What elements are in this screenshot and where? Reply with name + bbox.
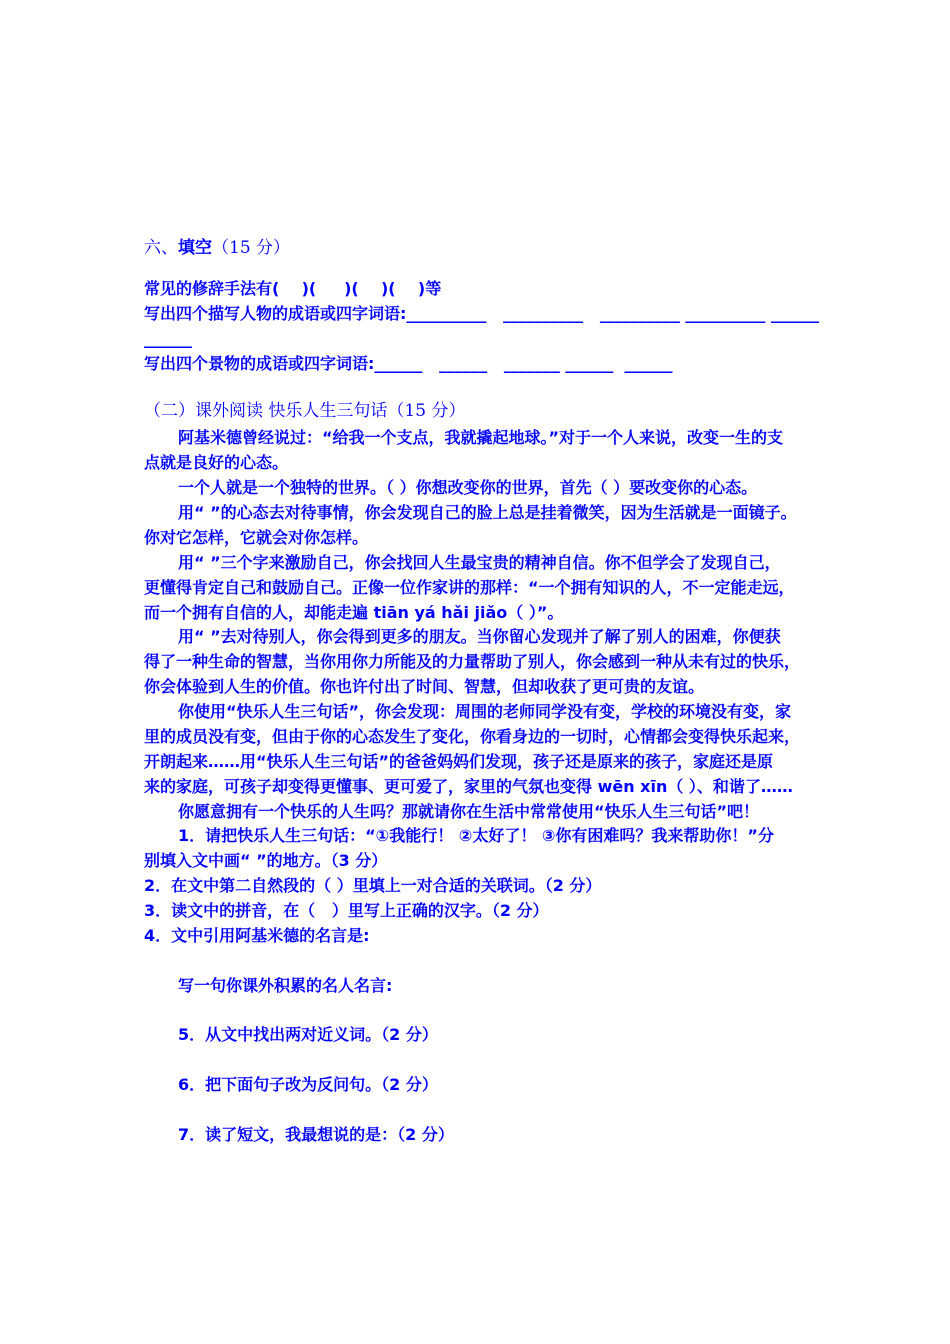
passage-line: 开朗起来……用“快乐人生三句话”的爸爸妈妈们发现，孩子还是原来的孩子，家庭还是原	[144, 752, 774, 771]
question-5: 5．从文中找出两对近义词。（2 分）	[178, 1025, 438, 1044]
person-idioms-continuation: ______	[144, 329, 192, 348]
passage-line: 用“ ”三个字来激励自己，你会找回人生最宝贵的精神自信。你不但学会了发现自己，	[178, 553, 781, 572]
question-4: 4．文中引用阿基米德的名言是:	[144, 926, 370, 945]
passage-line: 更懂得肯定自己和鼓励自己。正像一位作家讲的那样：“一个拥有知识的人，不一定能走远，	[144, 578, 795, 597]
scenery-idioms-question: 写出四个景物的成语或四字词语:______ ______ _______ ______ ______	[144, 354, 673, 373]
rhetoric-question: 常见的修辞手法有( )( )( )( )等	[144, 279, 442, 298]
question-7: 7．读了短文，我最想说的是：（2 分）	[178, 1125, 454, 1144]
question-2: 2．在文中第二自然段的（ ）里填上一对合适的关联词。（2 分）	[144, 876, 602, 895]
question-6: 6．把下面句子改为反问句。（2 分）	[178, 1075, 438, 1094]
section-six-title	[144, 236, 824, 261]
question-1-continuation: 别填入文中画“ ”的地方。（3 分）	[144, 851, 388, 870]
question-3: 3．读文中的拼音，在（ ）里写上正确的汉字。（2 分）	[144, 901, 549, 920]
passage-line: 得了一种生命的智慧，当你用你力所能及的力量帮助了别人，你会感到一种从未有过的快乐，	[144, 652, 801, 671]
passage-line: 用“ ”去对待别人，你会得到更多的朋友。当你留心发现并了解了别人的困难，你便获	[178, 627, 781, 646]
passage-line: 而一个拥有自信的人，却能走遍 tiān yá hǎi jiǎo（ ）”。	[144, 603, 564, 622]
question-4-quote-prompt: 写一句你课外积累的名人名言:	[178, 976, 393, 995]
section-title-bold: 填空	[178, 238, 212, 258]
passage-line: 来的家庭，可孩子却变得更懂事、更可爱了，家里的气氛也变得 wēn xīn（ ）、和谐了……	[144, 777, 793, 796]
question-1: 1．请把快乐人生三句话：“①我能行！ ②太好了！ ③你有困难吗？我来帮助你！”分	[178, 826, 774, 845]
passage-line: 你使用“快乐人生三句话”，你会发现：周围的老师同学没有变，学校的环境没有变，家	[178, 702, 792, 721]
passage-line: 你会体验到人生的价值。你也许付出了时间、智慧，但却收获了更可贵的友谊。	[144, 677, 705, 696]
section-number: 六、	[144, 238, 178, 258]
passage-line: 点就是良好的心态。	[144, 453, 289, 472]
passage-line: 你愿意拥有一个快乐的人生吗？那就请你在生活中常常使用“快乐人生三句话”吧！	[178, 802, 760, 821]
section-score: （15 分）	[212, 238, 291, 258]
person-idioms-question: 写出四个描写人物的成语或四字词语:__________ __________ __________ __________ ______	[144, 304, 819, 323]
passage-line: 一个人就是一个独特的世界。（ ）你想改变你的世界，首先（ ）要改变你的心态。	[178, 478, 758, 497]
reading-title: （二）课外阅读 快乐人生三句话（15 分）	[144, 401, 466, 421]
passage-line: 用“ ”的心态去对待事情，你会发现自己的脸上总是挂着微笑，因为生活就是一面镜子。	[178, 503, 797, 522]
passage-line: 里的成员没有变，但由于你的心态发生了变化，你看身边的一切时，心情都会变得快乐起来，	[144, 727, 801, 746]
passage-line: 阿基米德曾经说过：“给我一个支点，我就撬起地球。”对于一个人来说，改变一生的支	[178, 428, 784, 447]
passage-line: 你对它怎样，它就会对你怎样。	[144, 528, 369, 547]
